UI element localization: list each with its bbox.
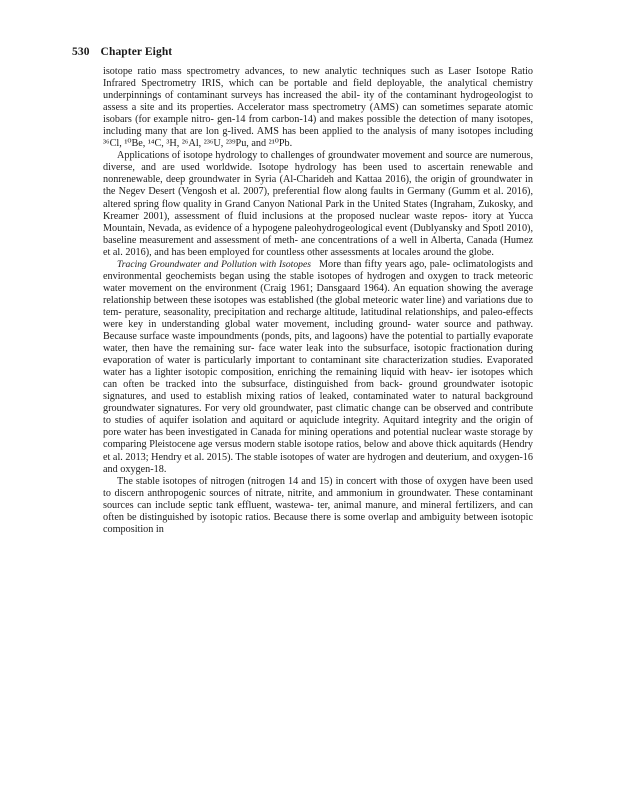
paragraph-stable-isotopes-water <box>103 259 533 476</box>
body-text <box>103 66 533 536</box>
paragraph-stable-isotopes-water-text: More than fifty years ago, pale- oclimatologists and environmental geochemists began using the stable isotopes of hydrogen and oxygen to track meteoric water movement on the environment (Craig 1961; Dansgaard 1964). An equation showing the average relationship between these isotopes was established (the global meteoric water line) and variations due to tem- perature, seasonality, precipitation and recharge altitude, latitudinal relationships, and paleo-effects were key in understanding global water movement, including ground- water source and pathway. Because surface waste impoundments (ponds, pits, and lagoons) have the potential to partially evaporate water, then have the remaining sur- face water leak into the subsurface, isotopic fractionation during evaporation of water is particularly important to contaminant site characterization studies. Evaporated water has a lighter isotopic composition, enriching the remaining liquid with heav- ier isotopes which can often be tracked into the subsurface, distinguished from back- ground groundwater isotopic signatures, and used to establish mixing ratios of leaked, contaminated water to natural background groundwater signatures. For very old groundwater, past climatic change can be observed and contribute to studies of aquifer isolation and aquitard or aquiclude integrity. Aquitard integrity and the origin of pore water has been investigated in Canada for mining operations and potential nuclear waste storage by comparing Pleistocene age versus modern stable isotope ratios, below and above thick aquitards (Hendry et al. 2013; Hendry et al. 2015). The stable isotopes of water are hydrogen and deuterium, and oxygen-16 and oxygen-18. <box>103 258 533 475</box>
running-head <box>72 46 172 58</box>
paragraph-isotope-techniques: isotope ratio mass spectrometry advances, to new analytic techniques such as Laser Isotope Ratio Infrared Spectrometry IRIS, which can be portable and field deployable, the analytical chemistry underpinnings of contaminant surveys has increased the abil- ity of the contaminant hydrogeologist to assess a site and its properties. Accelerator mass spectrometry (AMS) can sometimes separate atomic isobars (for example nitro- gen-14 from carbon-14) and makes possible the detection of many isotopes, including many that are lon g-lived. AMS has been applied to the analysis of many isotopes including ³⁶Cl, ¹⁰Be, ¹⁴C, ³H, ²⁶Al, ²³⁶U, ²³⁹Pu, and ²¹⁰Pb. <box>103 66 533 150</box>
chapter-title: Chapter Eight <box>100 46 173 58</box>
paragraph-applications: Applications of isotope hydrology to challenges of groundwater movement and source are numerous, diverse, and are used worldwide. Isotope hydrology has been used to ascertain renewable and nonrenewable, deep groundwater in Syria (Al-Charideh and Kattaa 2016), the origin of groundwater in the Negev Desert (Vengosh et al. 2007), preferential flow along faults in Germany (Gumm et al. 2016), altered spring flow quality in Grand Canyon National Park in the United States (Ingraham, Zukosky, and Kreamer 2001), assessment of fluid inclusions at the proposed nuclear waste repos- itory at Yucca Mountain, Nevada, as evidence of a hypogene paleohydrogeological event (Dublyansky and Spotl 2010), baseline measurement and assessment of meth- ane concentrations of a well in Alberta, Canada (Humez et al. 2016), and has been employed for countless other assessments at locales around the globe. <box>103 150 533 258</box>
page-number: 530 <box>72 46 90 58</box>
runin-heading: Tracing Groundwater and Pollution with Isotopes <box>117 258 311 270</box>
paragraph-nitrogen-isotopes: The stable isotopes of nitrogen (nitrogen 14 and 15) in concert with those of oxygen have been used to discern anthropogenic sources of nitrate, nitrite, and ammonium in groundwater. These contaminant sources can include septic tank effluent, wastewa- ter, animal manure, and mineral fertilizers, and can often be distinguished by isotopic ratios. Because there is some overlap and ambiguity between isotopic composition in <box>103 475 533 535</box>
